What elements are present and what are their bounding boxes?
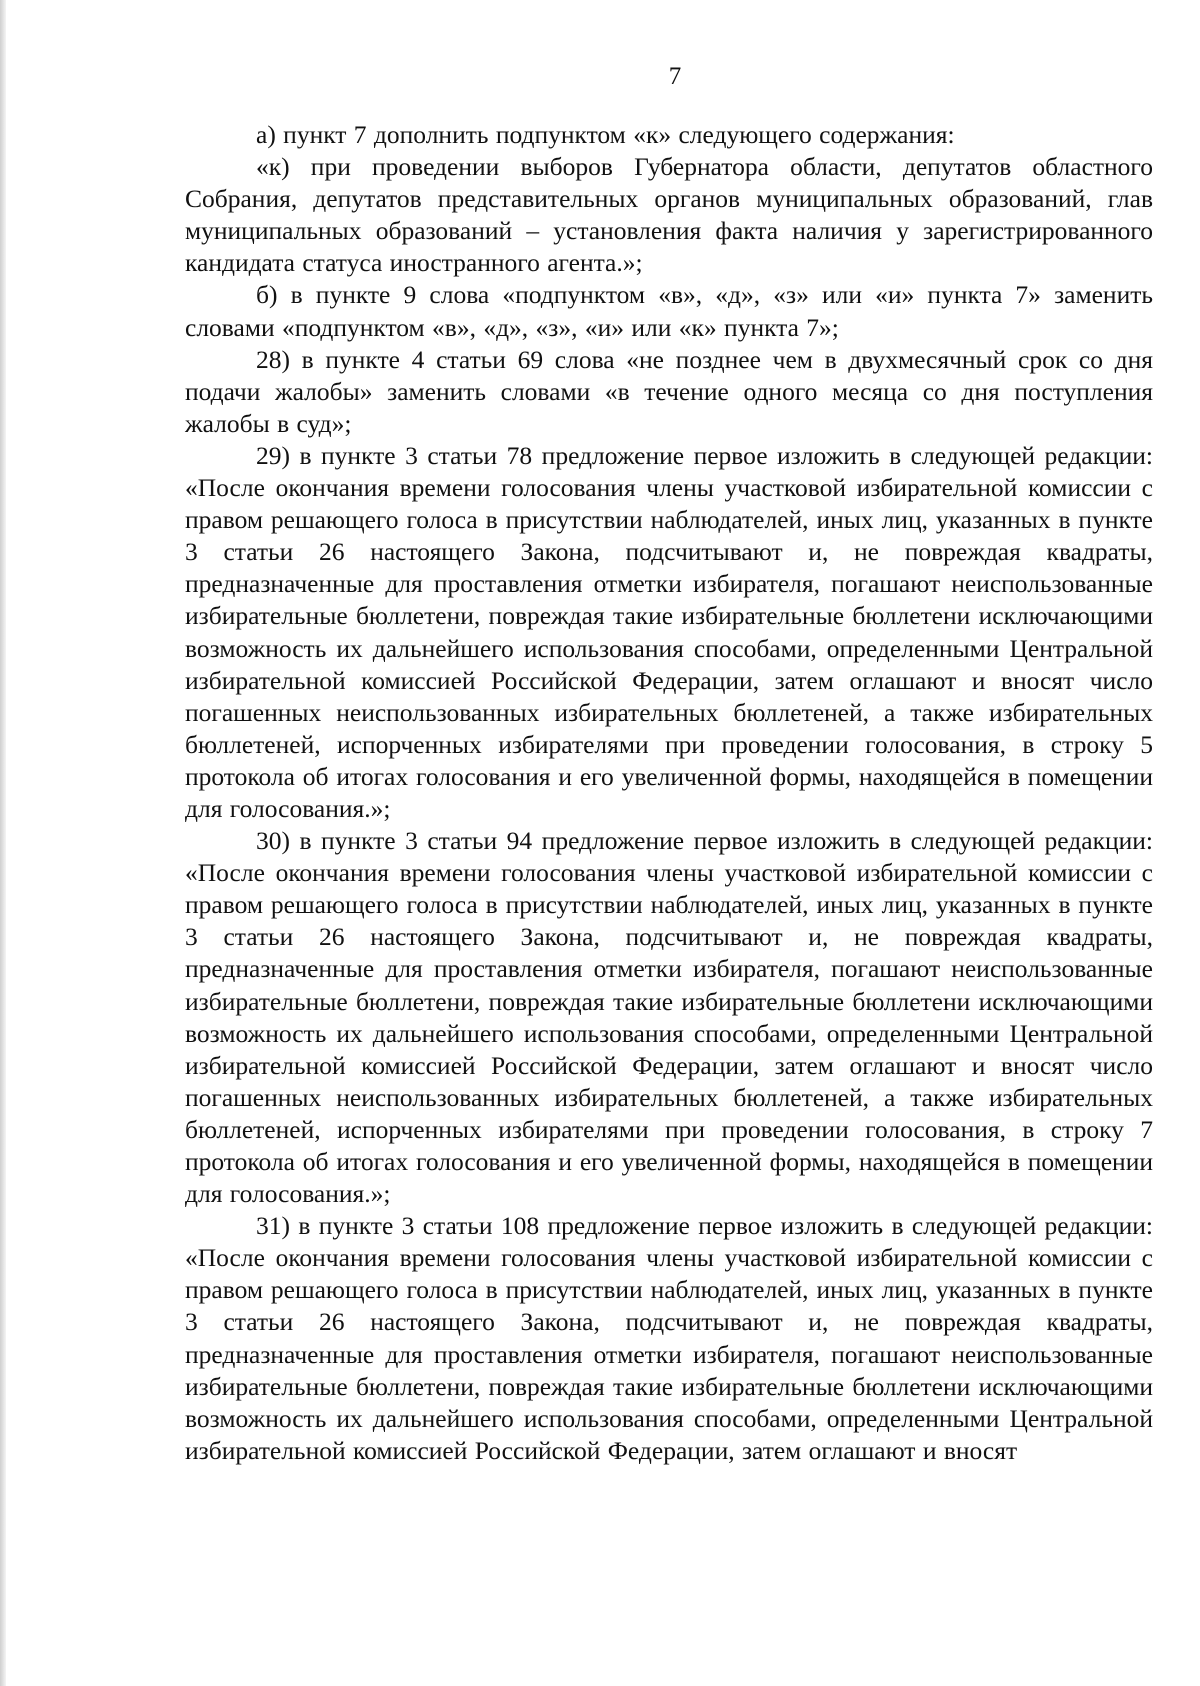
document-body	[185, 119, 1153, 1467]
paragraph-subitem-a: а) пункт 7 дополнить подпунктом «к» следующего содержания:	[256, 120, 955, 149]
paragraph-item-28: 28) в пункте 4 статьи 69 слова «не позднее чем в двухмесячный срок со дня подачи жалобы» заменить словами «в течение одного месяца со дня поступления жалобы в суд»;	[185, 344, 1153, 438]
page-number: 7	[668, 63, 682, 90]
paragraph-subitem-k-quote: «к) при проведении выборов Губернатора области, депутатов областного Собрания, депутатов представительных органов муниципальных образований, глав муниципальных образований – установления факта наличия у зарегистрированного кандидата статуса иностранного агента.»;	[185, 152, 1153, 278]
paragraph-subitem-b: б) в пункте 9 слова «подпунктом «в», «д», «з» или «и» пункта 7» заменить словами «подпунктом «в», «д», «з», «и» или «к» пункта 7»;	[185, 280, 1153, 342]
paragraph-item-30: 30) в пункте 3 статьи 94 предложение первое изложить в следующей редакции: «После окончания времени голосования члены участковой избирательной комиссии с правом решающего голоса в присутствии наблюдателей, иных лиц, указанных в пункте 3 статьи 26 настоящего Закона, подсчитывают и, не повреждая квадраты, предназначенные для проставления отметки избирателя, погашают неиспользованные избирательные бюллетени, повреждая такие избирательные бюллетени исключающими возможность их дальнейшего использования способами, определенными Центральной избирательной комиссией Российской Федерации, затем оглашают и вносят число погашенных неиспользованных избирательных бюллетеней, а также избирательных бюллетеней, испорченных избирателями при проведении голосования, в строку 7 протокола об итогах голосования и его увеличенной формы, находящейся в помещении для голосования.»;	[185, 826, 1153, 1209]
paragraph-item-29: 29) в пункте 3 статьи 78 предложение первое изложить в следующей редакции: «После окончания времени голосования члены участковой избирательной комиссии с правом решающего голоса в присутствии наблюдателей, иных лиц, указанных в пункте 3 статьи 26 настоящего Закона, подсчитывают и, не повреждая квадраты, предназначенные для проставления отметки избирателя, погашают неиспользованные избирательные бюллетени, повреждая такие избирательные бюллетени исключающими возможность их дальнейшего использования способами, определенными Центральной избирательной комиссией Российской Федерации, затем оглашают и вносят число погашенных неиспользованных избирательных бюллетеней, а также избирательных бюллетеней, испорченных избирателями при проведении голосования, в строку 5 протокола об итогах голосования и его увеличенной формы, находящейся в помещении для голосования.»;	[185, 440, 1153, 823]
paragraph-item-31: 31) в пункте 3 статьи 108 предложение первое изложить в следующей редакции: «После окончания времени голосования члены участковой избирательной комиссии с правом решающего голоса в присутствии наблюдателей, иных лиц, указанных в пункте 3 статьи 26 настоящего Закона, подсчитывают и, не повреждая квадраты, предназначенные для проставления отметки избирателя, погашают неиспользованные избирательные бюллетени, повреждая такие избирательные бюллетени исключающими возможность их дальнейшего использования способами, определенными Центральной избирательной комиссией Российской Федерации, затем оглашают и вносят	[185, 1211, 1153, 1465]
